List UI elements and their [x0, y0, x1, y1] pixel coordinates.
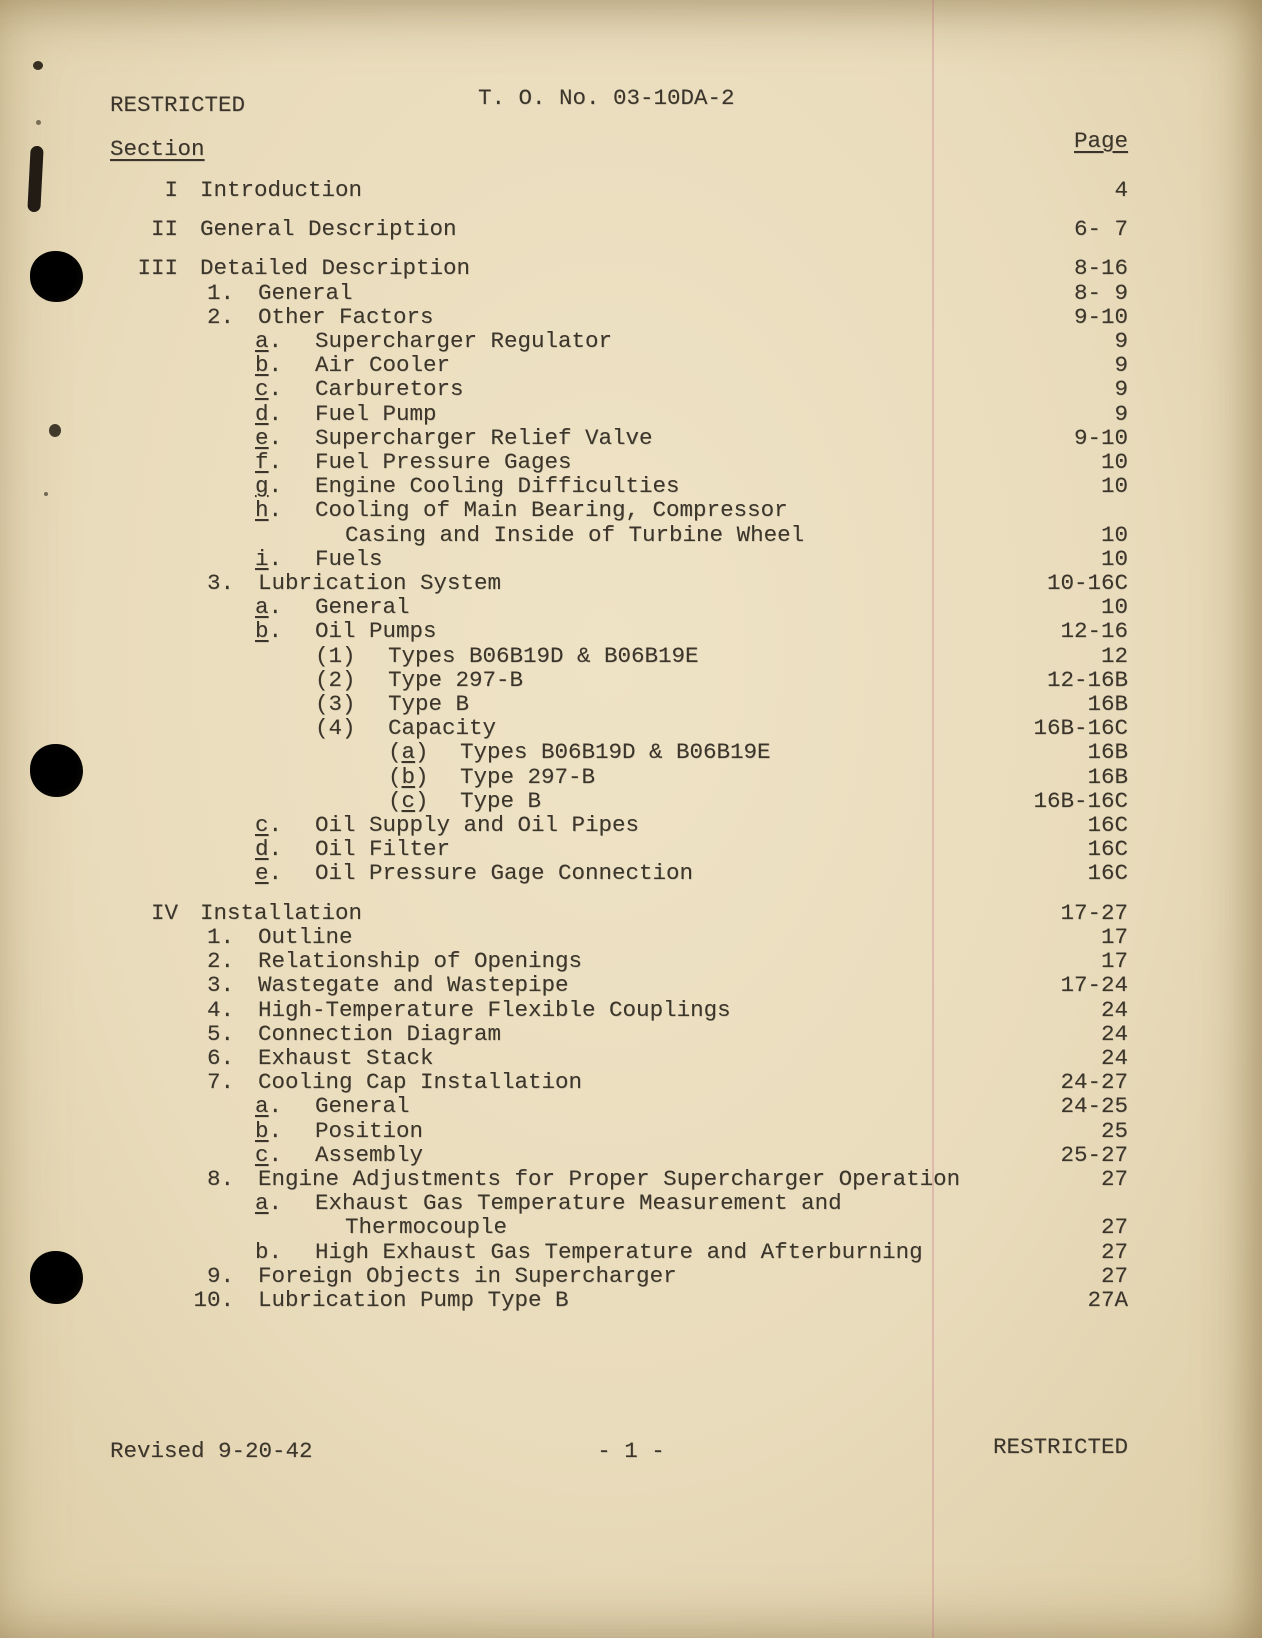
toc-entry-page: 16B: [1087, 739, 1128, 766]
toc-entry-title: Supercharger Regulator: [315, 328, 613, 355]
toc-entry-page: 17: [1100, 948, 1128, 975]
toc-entry: [110, 595, 1128, 619]
toc-entry-title: Types B06B19D & B06B19E: [388, 642, 699, 669]
toc-entry: [110, 1240, 1128, 1264]
toc-entry-page: 25: [1100, 1117, 1128, 1144]
toc-entry: [110, 765, 1128, 789]
toc-entry: [110, 1215, 1128, 1239]
toc-entry: [110, 1119, 1128, 1143]
toc-entry-title: Cooling Cap Installation: [258, 1069, 583, 1096]
page-column-label: Page: [1073, 128, 1128, 154]
toc-entry-page: 16C: [1087, 836, 1128, 863]
toc-entry-page: 6- 7: [1073, 216, 1128, 243]
toc-entry: [110, 644, 1128, 668]
toc-entry-title: Oil Filter: [315, 836, 451, 863]
toc-entry-title: Capacity: [388, 715, 497, 742]
toc-entry: [110, 619, 1128, 643]
toc-entry-label: h.: [255, 497, 283, 524]
toc-entry-page: 27: [1100, 1262, 1128, 1289]
toc-entry: [110, 837, 1128, 861]
toc-entry-page: 16B: [1087, 691, 1128, 718]
toc-entry-page: 9: [1114, 400, 1128, 427]
punch-hole: [30, 1251, 83, 1304]
toc-entry-title: Introduction: [200, 177, 363, 203]
toc-entry-title: Type B: [388, 691, 470, 718]
toc-entry-title: Fuel Pressure Gages: [315, 449, 572, 476]
toc-entry-label: e.: [255, 424, 283, 451]
toc-entry-page: 12-16: [1060, 618, 1128, 645]
toc-entry-label: c.: [255, 1141, 283, 1168]
footer-page-number: - 1 -: [597, 1438, 665, 1464]
toc-entry-title: Types B06B19D & B06B19E: [460, 739, 771, 766]
footer-classification: RESTRICTED: [992, 1434, 1128, 1460]
toc-entry-label: i.: [255, 545, 283, 572]
toc-entry-title: Assembly: [315, 1141, 424, 1168]
toc-entry: [110, 402, 1128, 426]
toc-entry-title: General: [258, 279, 353, 306]
toc-entry-label: e.: [255, 860, 283, 887]
toc-entry-label: a.: [255, 1190, 283, 1217]
toc-entry: [110, 716, 1128, 740]
toc-entry: [110, 998, 1128, 1022]
toc-entry-page: 17-24: [1060, 972, 1128, 999]
toc-entry-label: I: [164, 177, 178, 203]
toc-entry: [110, 450, 1128, 474]
toc-entry-title: Thermocouple: [345, 1214, 508, 1241]
toc-entry-label: 10.: [193, 1286, 234, 1313]
toc-entry-title: General Description: [200, 216, 457, 243]
section-column-label: Section: [110, 136, 205, 162]
toc-entry: [110, 1167, 1128, 1191]
toc-entry-title: Relationship of Openings: [258, 948, 583, 975]
toc-entry-page: 16C: [1087, 812, 1128, 839]
toc-entry-label: IV: [150, 899, 178, 926]
header-classification: RESTRICTED: [110, 92, 246, 118]
toc-entry: [110, 474, 1128, 498]
toc-entry-title: Lubrication System: [258, 570, 502, 597]
toc-entry-label: 6.: [206, 1044, 234, 1071]
toc-entry-label: 4.: [206, 996, 234, 1023]
toc-entry-page: 9: [1114, 376, 1128, 403]
toc-entry-page: 16B-16C: [1033, 787, 1128, 814]
toc-entry: [110, 1046, 1128, 1070]
toc-entry-page: 24-27: [1060, 1069, 1128, 1096]
toc-entry: [110, 178, 1128, 202]
toc-entry-label: 7.: [206, 1069, 234, 1096]
toc-entry-title: Foreign Objects in Supercharger: [258, 1262, 677, 1289]
toc-entry: [110, 813, 1128, 837]
toc-entry-label: 3.: [206, 972, 234, 999]
toc-entry: [110, 281, 1128, 305]
toc-entry-page: 16B: [1087, 763, 1128, 790]
toc-entry-title: Connection Diagram: [258, 1020, 502, 1047]
toc-entry-label: (a): [388, 739, 429, 766]
toc-entry-label: 1.: [206, 279, 234, 306]
toc-entry-label: 2.: [206, 303, 234, 330]
toc-entry: [110, 305, 1128, 329]
toc-entry-title: Exhaust Gas Temperature Measurement and: [315, 1190, 842, 1217]
toc-entry-label: f.: [255, 449, 283, 476]
toc-entry: [110, 861, 1128, 885]
punch-hole: [30, 251, 83, 302]
toc-entry-page: 9-10: [1073, 303, 1128, 330]
toc-entry-label: (3): [315, 691, 356, 718]
toc-entry-title: Exhaust Stack: [258, 1044, 434, 1071]
toc-entry-title: Engine Cooling Difficulties: [315, 473, 680, 500]
toc-entry-title: High Exhaust Gas Temperature and Afterburning: [315, 1238, 923, 1265]
toc-entry-title: Type 297-B: [460, 763, 596, 790]
toc-entry-page: 9: [1114, 328, 1128, 355]
toc-entry-label: 9.: [206, 1262, 234, 1289]
toc-entry-title: Cooling of Main Bearing, Compressor: [315, 497, 788, 524]
toc-entry-page: 16B-16C: [1033, 715, 1128, 742]
toc-entry-title: Wastegate and Wastepipe: [258, 972, 569, 999]
toc-entry: [110, 329, 1128, 353]
toc-entry: [110, 426, 1128, 450]
toc-entry-title: Casing and Inside of Turbine Wheel: [345, 521, 805, 548]
toc-entry-page: 25-27: [1060, 1141, 1128, 1168]
toc-entry-page: 10-16C: [1046, 570, 1128, 597]
ink-speck: [33, 61, 43, 70]
toc-entry-page: 10: [1100, 594, 1128, 621]
punch-hole: [30, 744, 83, 797]
toc-entry-label: 8.: [206, 1165, 234, 1192]
toc-entry-label: a.: [255, 1093, 283, 1120]
toc-entry-title: Fuel Pump: [315, 400, 437, 427]
toc-entry-page: 27A: [1087, 1286, 1128, 1313]
toc-entry-page: 8-16: [1073, 255, 1128, 282]
toc-entry-page: 27: [1100, 1214, 1128, 1241]
toc-entry: [110, 925, 1128, 949]
toc-entry-page: 17: [1100, 923, 1128, 950]
toc-entry-label: (2): [315, 666, 356, 693]
toc-entry-label: g.: [255, 473, 283, 500]
toc-entry-page: 12: [1100, 642, 1128, 669]
toc-entry-title: Other Factors: [258, 303, 434, 330]
toc-entry-title: Detailed Description: [200, 255, 471, 282]
toc-entry-label: (4): [315, 715, 356, 742]
toc-entry: [110, 353, 1128, 377]
toc-entry-title: Oil Pressure Gage Connection: [315, 860, 694, 887]
toc-entry-title: Engine Adjustments for Proper Supercharger Operation: [258, 1165, 961, 1192]
toc-entry: [110, 377, 1128, 401]
toc-entry: [110, 1288, 1128, 1312]
footer-revised-date: Revised 9-20-42: [110, 1438, 313, 1464]
toc-entry-label: d.: [255, 400, 283, 427]
toc-entry: [110, 901, 1128, 925]
toc-entry-label: 3.: [206, 570, 234, 597]
toc-entry-page: 17-27: [1060, 899, 1128, 926]
toc-entry-page: 27: [1100, 1165, 1128, 1192]
toc-entry-label: b.: [255, 1238, 283, 1265]
toc-entry-label: (1): [315, 642, 356, 669]
toc-entry-label: 2.: [206, 948, 234, 975]
toc-entry-title: Air Cooler: [315, 352, 451, 379]
ink-speck: [36, 120, 41, 125]
toc-entry-title: Installation: [200, 899, 363, 926]
toc-entry: [110, 571, 1128, 595]
toc-entry-title: Carburetors: [315, 376, 464, 403]
toc-entry-label: III: [137, 255, 178, 282]
toc-entry-page: 8- 9: [1073, 279, 1128, 306]
toc-entry-label: a.: [255, 594, 283, 621]
toc-entry-title: Oil Pumps: [315, 618, 437, 645]
toc-entry: [110, 1264, 1128, 1288]
toc-entry-page: 10: [1100, 545, 1128, 572]
toc-entry-page: 24: [1100, 1020, 1128, 1047]
toc-entry: [110, 692, 1128, 716]
toc-entry-label: c.: [255, 812, 283, 839]
toc-entry: [110, 1094, 1128, 1118]
toc-entry-title: Type B: [460, 787, 542, 814]
toc-entry-label: a.: [255, 328, 283, 355]
toc-entry-title: General: [315, 594, 410, 621]
toc-entry: [110, 668, 1128, 692]
toc-entry-title: Position: [315, 1117, 424, 1144]
toc-entry: [110, 1022, 1128, 1046]
toc-entry: [110, 740, 1128, 764]
toc-entry: [110, 949, 1128, 973]
toc-entry-label: b.: [255, 618, 283, 645]
toc-entry-label: c.: [255, 376, 283, 403]
toc-entry-page: 27: [1100, 1238, 1128, 1265]
toc-entry-title: Outline: [258, 923, 353, 950]
ink-speck: [44, 492, 48, 496]
toc-entry-label: 5.: [206, 1020, 234, 1047]
header-doc-number: T. O. No. 03-10DA-2: [478, 85, 735, 111]
toc-entry-label: (b): [388, 763, 429, 790]
toc-entry-title: Supercharger Relief Valve: [315, 424, 653, 451]
toc-entry-title: Fuels: [315, 545, 383, 572]
toc-entry: [110, 523, 1128, 547]
toc-entry: [110, 498, 1128, 522]
toc-list: [110, 178, 1128, 1312]
toc-entry-label: II: [150, 216, 178, 243]
toc-entry-page: 4: [1114, 177, 1128, 203]
toc-entry-page: 10: [1100, 473, 1128, 500]
toc-entry-label: d.: [255, 836, 283, 863]
toc-entry-label: b.: [255, 1117, 283, 1144]
toc-entry: [110, 789, 1128, 813]
toc-entry: [110, 256, 1128, 280]
toc-entry-title: General: [315, 1093, 410, 1120]
ink-streak: [27, 146, 43, 213]
toc-entry-page: 10: [1100, 521, 1128, 548]
toc-entry-page: 24: [1100, 1044, 1128, 1071]
toc-entry-title: High-Temperature Flexible Couplings: [258, 996, 731, 1023]
toc-entry-page: 24-25: [1060, 1093, 1128, 1120]
toc-entry: [110, 1070, 1128, 1094]
toc-entry-label: b.: [255, 352, 283, 379]
toc-entry: [110, 547, 1128, 571]
toc-entry: [110, 217, 1128, 241]
toc-entry-page: 9-10: [1073, 424, 1128, 451]
toc-entry-title: Type 297-B: [388, 666, 524, 693]
toc-entry-title: Lubrication Pump Type B: [258, 1286, 569, 1313]
toc-entry: [110, 1191, 1128, 1215]
toc-entry-page: 24: [1100, 996, 1128, 1023]
toc-entry-title: Oil Supply and Oil Pipes: [315, 812, 640, 839]
ink-speck: [49, 424, 61, 437]
toc-entry-label: 1.: [206, 923, 234, 950]
toc-entry-label: (c): [388, 787, 429, 814]
toc-entry: [110, 1143, 1128, 1167]
toc-entry-page: 12-16B: [1046, 666, 1128, 693]
toc-entry-page: 10: [1100, 449, 1128, 476]
toc-entry: [110, 973, 1128, 997]
toc-entry-page: 16C: [1087, 860, 1128, 887]
toc-entry-page: 9: [1114, 352, 1128, 379]
